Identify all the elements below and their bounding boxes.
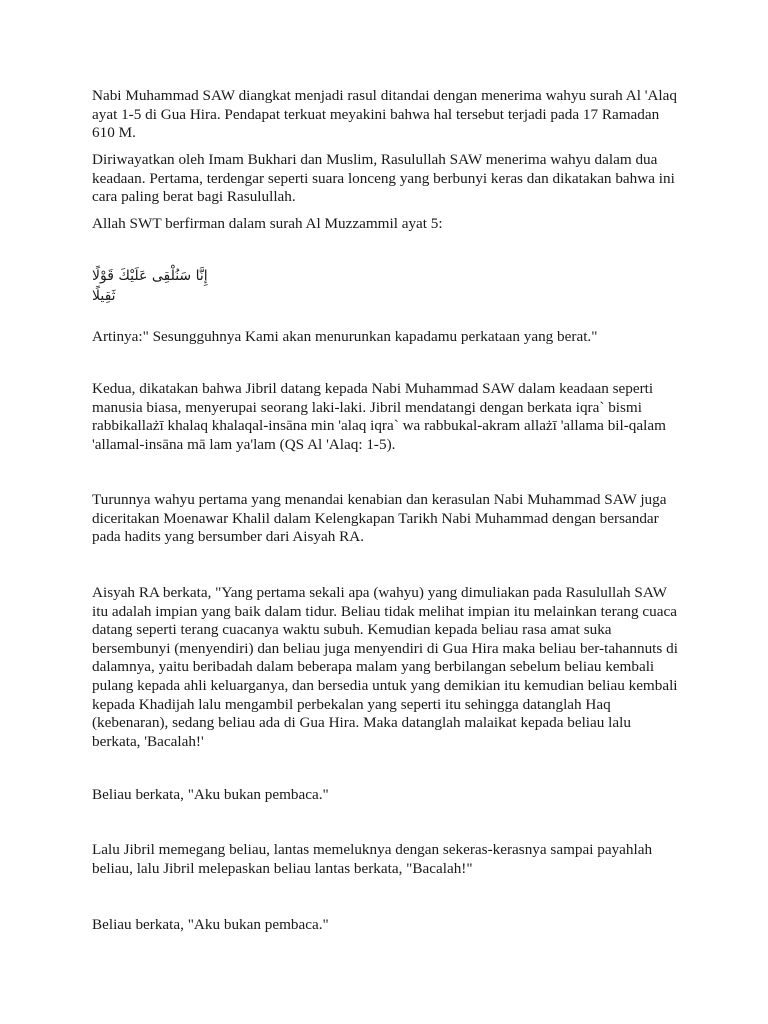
paragraph-reply-1: Beliau berkata, "Aku bukan pembaca." (92, 786, 329, 803)
paragraph-intro: Nabi Muhammad SAW diangkat menjadi rasul ditandai dengan menerima wahyu surah Al 'Alaq ayat 1-5 di Gua Hira. Pendapat terkuat meyakini bahwa hal tersebut terjadi pada 17 Ramadan 610 M. (92, 87, 677, 142)
paragraph-jibril-embrace: Lalu Jibril memegang beliau, lantas memeluknya dengan sekeras-kerasnya sampai payahlah beliau, lalu Jibril melepaskan beliau lantas berkata, "Bacalah!" (92, 841, 653, 877)
paragraph-translation: Artinya:" Sesungguhnya Kami akan menurunkan kapadamu perkataan yang berat." (92, 328, 598, 345)
paragraph-reply-2: Beliau berkata, "Aku bukan pembaca." (92, 916, 329, 933)
arabic-verse: إِنَّا سَنُلْقِى عَلَيْكَ قَوْلًا ثَقِيلًا (92, 268, 208, 304)
paragraph-narration: Diriwayatkan oleh Imam Bukhari dan Muslim, Rasulullah SAW menerima wahyu dalam dua keadaan. Pertama, terdengar seperti suara lonceng yang berbunyi keras dan dikatakan bahwa ini cara paling berat bagi Rasulullah. (92, 151, 675, 206)
paragraph-aisyah-hadith: Aisyah RA berkata, "Yang pertama sekali apa (wahyu) yang dimuliakan pada Rasulullah SAW itu adalah impian yang baik dalam tidur. Beliau tidak melihat impian itu melainkan terang cuaca datang seperti terang cuacanya waktu subuh. Kemudian kepada beliau rasa amat suka bersembunyi (menyendiri) dan beliau juga menyendiri di Gua Hira maka beliau ber-tahannuts di dalamnya, yaitu beribadah dalam beberapa malam yang berbilangan sebelum beliau kembali pulang kepada ahli keluarganya, dan bersedia untuk yang demikian itu kemudian beliau kembali kepada Khadijah lalu mengambil perbekalan yang seperti itu sehingga datanglah Haq (kebenaran), sedang beliau ada di Gua Hira. Maka datanglah malaikat kepada beliau lalu berkata, 'Bacalah!' (92, 584, 678, 750)
paragraph-verse-intro: Allah SWT berfirman dalam surah Al Muzzammil ayat 5: (92, 215, 443, 232)
paragraph-first-revelation: Turunnya wahyu pertama yang menandai kenabian dan kerasulan Nabi Muhammad SAW juga diceritakan Moenawar Khalil dalam Kelengkapan Tarikh Nabi Muhammad dengan bersandar pada hadits yang bersumber dari Aisyah RA. (92, 491, 667, 546)
paragraph-second-way: Kedua, dikatakan bahwa Jibril datang kepada Nabi Muhammad SAW dalam keadaan seperti manusia biasa, menyerupai seorang laki-laki. Jibril mendatangi dengan berkata iqra` bismi rabbikallażī khalaq khalaqal-insāna min 'alaq iqra` wa rabbukal-akram allażī 'allama bil-qalam 'allamal-insāna mā lam ya'lam (QS Al 'Alaq: 1-5). (92, 380, 666, 453)
